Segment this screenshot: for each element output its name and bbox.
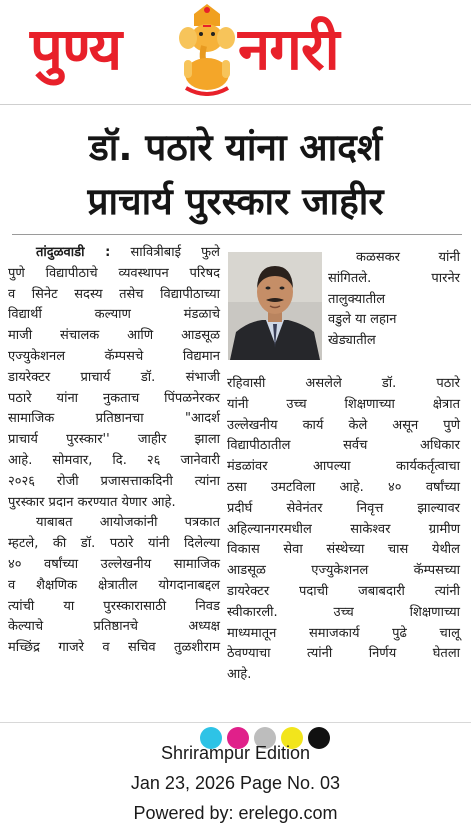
article-line: सामाजिक प्रतिष्ठानचा "आदर्श [8, 411, 220, 427]
article-line: यांनी उच्च शिक्षणाच्या क्षेत्रात [227, 396, 460, 412]
article-line: म्हटले, की डॉ. पठारे यांनी दिलेल्या [8, 536, 220, 552]
article-line: स्वीकारली. उच्च शिक्षणाच्या [227, 604, 460, 620]
article-line: आडसूळ एज्युकेशनल कॅम्पसच्या [227, 563, 460, 579]
headline-line-1: डॉ. पठारे यांना आदर्श [88, 126, 383, 169]
article-right-column [227, 374, 460, 686]
article-line: विद्यार्थी कल्याण मंडळाचे [8, 307, 220, 323]
masthead-divider [0, 104, 471, 105]
article-line: आहे. सोमवार, दि. २६ जानेवारी [8, 452, 220, 468]
article-line: ठेवण्याचा त्यांनी निर्णय घेतला [227, 646, 460, 662]
portrait-photo [228, 252, 322, 360]
article-line: अहिल्यानगरमधील साकेश्वर ग्रामीण [227, 521, 460, 537]
article-line: डायरेक्टर पदाची जबाबदारी त्यांनी [227, 583, 460, 599]
article-line: प्राचार्य पुरस्कार'' जाहीर झाला [8, 432, 220, 448]
headline-divider [12, 234, 462, 235]
masthead-title-right: नगरी [238, 15, 339, 83]
article-line: एज्युकेशनल कॅम्पसचे विद्यमान [8, 348, 220, 364]
dateline: तांदुळवाडी : [36, 245, 111, 260]
article-line: व शैक्षणिक क्षेत्रातील योगदानाबद्दल [8, 577, 220, 593]
powered-by-link[interactable]: Powered by: erelego.com [133, 803, 338, 823]
article-line-text: सावित्रीबाई फुले [110, 245, 220, 260]
article-line: माध्यमातून समाजकार्य पुढे चालू [227, 625, 460, 641]
article-line: केल्याचे प्रतिष्ठानचे अध्यक्ष [8, 619, 220, 635]
article-line: ४० वर्षांच्या उल्लेखनीय सामाजिक [8, 556, 220, 572]
ganesha-logo-icon [170, 4, 244, 96]
article-line: माजी संचालक आणि आडसूळ [8, 328, 220, 344]
masthead [0, 0, 471, 105]
article-line: खेड्यातील [328, 333, 376, 349]
article-line: ठसा उमटविला आहे. ४० वर्षांच्या [227, 479, 460, 495]
date-page-label: Jan 23, 2026 Page No. 03 [130, 773, 341, 793]
article-line: प्रदीर्घ सेवेनंतर निवृत्त झाल्यावर [227, 500, 460, 516]
article-line: रहिवासी असलेले डॉ. पठारे [227, 376, 460, 391]
article-line: व सिनेट सदस्य तसेच विद्यापीठाच्या [8, 286, 220, 302]
footer-divider [0, 722, 471, 723]
article-line: पठारे यांना नुकताच पिंपळनेरकर [8, 390, 220, 406]
edition-label: Shrirampur Edition [160, 743, 311, 763]
article-line: पुरस्कार प्रदान करण्यात येणार आहे. [8, 494, 176, 510]
article-right-top-column [328, 248, 460, 352]
article-line: २०२६ रोजी प्रजासत्ताकदिनी त्यांना [8, 473, 220, 489]
article-line: आहे. [227, 667, 252, 683]
article-line: वडुले या लहान [328, 312, 397, 328]
article-line: सांगितले. पारनेर [328, 270, 460, 286]
article-line: मच्छिंद्र गाजरे व सचिव तुळशीराम [8, 640, 220, 656]
article-line: विद्यापीठातील सर्वच अधिकार [227, 438, 460, 454]
article-left-column [8, 243, 220, 659]
headline-line-2: प्राचार्य पुरस्कार जाहीर [87, 180, 384, 223]
masthead-title-left: पुण्य [30, 15, 122, 83]
article-line: पुणे विद्यापीठाचे व्यवस्थापन परिषद [8, 265, 220, 281]
article-line [8, 243, 220, 264]
article-line: याबाबत आयोजकांनी पत्रकात [36, 515, 220, 531]
article-line: डायरेक्टर प्राचार्य डॉ. संभाजी [8, 369, 220, 385]
article-line: विकास सेवा संस्थेच्या चास येथील [227, 542, 460, 558]
article-line: कळसकर यांनी [356, 250, 460, 265]
article-line: त्यांची या पुरस्कारासाठी निवड [8, 598, 220, 614]
article-line: तालुक्यातील [328, 291, 386, 307]
article-line: उल्लेखनीय कार्य केले असून पुणे [227, 417, 460, 433]
article-line: मंडळांवर आपल्या कार्यकर्तृत्वाचा [227, 459, 460, 475]
